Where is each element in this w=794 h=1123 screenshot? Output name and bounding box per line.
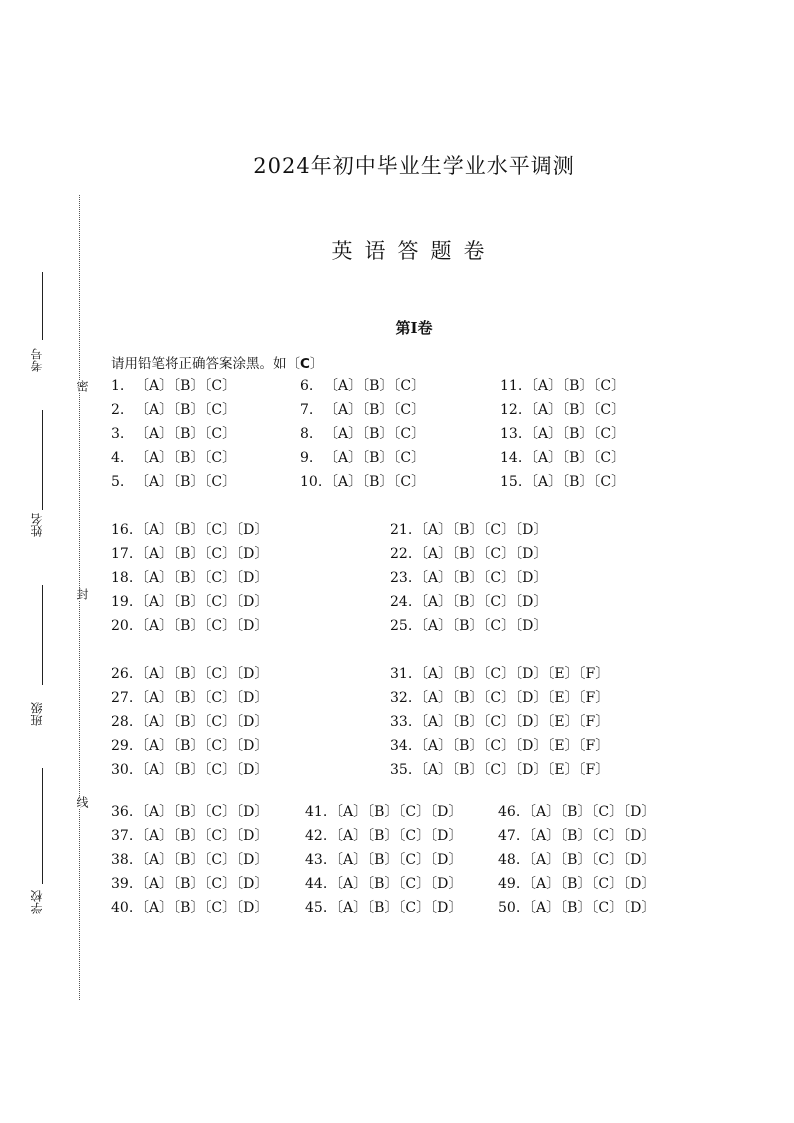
answer-options[interactable]: 〔A〕〔B〕〔C〕〔D〕 [135, 570, 269, 586]
question-row [300, 398, 425, 422]
answer-options[interactable]: 〔A〕〔B〕〔C〕〔D〕 [522, 828, 656, 844]
question-number: 30. [111, 762, 134, 778]
answer-options[interactable]: 〔A〕〔B〕〔C〕〔D〕 [135, 690, 269, 706]
answer-options[interactable]: 〔A〕〔B〕〔C〕〔D〕 [135, 852, 269, 868]
answer-options[interactable]: 〔A〕〔B〕〔C〕 [524, 378, 626, 394]
question-row [111, 566, 268, 590]
col-2-1 [111, 518, 268, 638]
answer-options[interactable]: 〔A〕〔B〕〔C〕〔D〕 [329, 900, 463, 916]
answer-options[interactable]: 〔A〕〔B〕〔C〕〔D〕 [135, 762, 269, 778]
answer-options[interactable]: 〔A〕〔B〕〔C〕〔D〕 [522, 852, 656, 868]
question-row [498, 848, 655, 872]
filled-example: C [300, 356, 310, 372]
question-number: 15. [500, 474, 523, 490]
question-number: 1. [111, 378, 125, 394]
col-1-1 [111, 374, 236, 494]
answer-options[interactable]: 〔A〕〔B〕〔C〕〔D〕 [414, 570, 548, 586]
question-number: 4. [111, 450, 125, 466]
question-row [111, 800, 268, 824]
question-row [498, 896, 655, 920]
answer-options[interactable]: 〔A〕〔B〕〔C〕〔D〕 [329, 852, 463, 868]
answer-options[interactable]: 〔A〕〔B〕〔C〕〔D〕〔E〕〔F〕 [414, 690, 610, 706]
question-row [111, 848, 268, 872]
question-row [111, 590, 268, 614]
question-row [390, 662, 609, 686]
answer-options[interactable]: 〔A〕〔B〕〔C〕 [135, 402, 237, 418]
col-4-1 [111, 800, 268, 920]
question-number: 3. [111, 426, 125, 442]
answer-options[interactable]: 〔A〕〔B〕〔C〕〔D〕 [522, 876, 656, 892]
answer-options[interactable]: 〔A〕〔B〕〔C〕 [524, 450, 626, 466]
question-row [111, 710, 268, 734]
col-3-1 [111, 662, 268, 782]
question-row [111, 824, 268, 848]
answer-sheet-subtitle: 英语答题卷 [331, 239, 497, 263]
question-row [111, 518, 268, 542]
answer-options[interactable]: 〔A〕〔B〕〔C〕 [324, 378, 426, 394]
question-number: 37. [111, 828, 134, 844]
question-row [390, 710, 609, 734]
question-row [498, 824, 655, 848]
instruction-text: 请用铅笔将正确答案涂黑。如〔 [111, 356, 300, 372]
question-number: 17. [111, 546, 134, 562]
question-number: 13. [500, 426, 523, 442]
question-number: 7. [300, 402, 314, 418]
question-row [305, 848, 462, 872]
answer-options[interactable]: 〔A〕〔B〕〔C〕〔D〕 [329, 804, 463, 820]
exam-title: 2024年初中毕业生学业水平调测 [253, 154, 575, 178]
question-number: 26. [111, 666, 134, 682]
question-number: 8. [300, 426, 314, 442]
answer-options[interactable]: 〔A〕〔B〕〔C〕〔D〕〔E〕〔F〕 [414, 666, 610, 682]
question-number: 28. [111, 714, 134, 730]
question-row [111, 614, 268, 638]
question-number: 24. [390, 594, 413, 610]
question-number: 18. [111, 570, 134, 586]
answer-options[interactable]: 〔A〕〔B〕〔C〕〔D〕 [135, 876, 269, 892]
seal-mark-2: 封 [75, 588, 89, 600]
question-row [111, 374, 236, 398]
answer-options[interactable]: 〔A〕〔B〕〔C〕 [135, 378, 237, 394]
question-number: 27. [111, 690, 134, 706]
question-number: 42. [305, 828, 328, 844]
question-number: 16. [111, 522, 134, 538]
answer-options[interactable]: 〔A〕〔B〕〔C〕〔D〕〔E〕〔F〕 [414, 714, 610, 730]
question-row [111, 446, 236, 470]
question-row [390, 566, 547, 590]
answer-options[interactable]: 〔A〕〔B〕〔C〕 [324, 474, 426, 490]
col-4-2 [305, 800, 462, 920]
question-number: 21. [390, 522, 413, 538]
question-number: 35. [390, 762, 413, 778]
answer-options[interactable]: 〔A〕〔B〕〔C〕 [135, 474, 237, 490]
answer-options[interactable]: 〔A〕〔B〕〔C〕〔D〕 [414, 594, 548, 610]
name-line [42, 410, 43, 510]
answer-options[interactable]: 〔A〕〔B〕〔C〕〔D〕〔E〕〔F〕 [414, 738, 610, 754]
question-number: 12. [500, 402, 523, 418]
question-row [111, 734, 268, 758]
answer-options[interactable]: 〔A〕〔B〕〔C〕〔D〕 [135, 522, 269, 538]
answer-options[interactable]: 〔A〕〔B〕〔C〕 [135, 426, 237, 442]
question-number: 5. [111, 474, 125, 490]
question-row [305, 824, 462, 848]
answer-options[interactable]: 〔A〕〔B〕〔C〕 [324, 402, 426, 418]
class-line [42, 585, 43, 685]
question-row [390, 518, 547, 542]
question-row [500, 446, 625, 470]
instruction-end: 〕 [309, 356, 324, 372]
question-number: 41. [305, 804, 328, 820]
question-number: 38. [111, 852, 134, 868]
seal-mark-3: 线 [75, 796, 89, 808]
question-row [300, 422, 425, 446]
question-number: 47. [498, 828, 521, 844]
col-1-2 [300, 374, 425, 494]
question-number: 48. [498, 852, 521, 868]
answer-options[interactable]: 〔A〕〔B〕〔C〕〔D〕 [329, 876, 463, 892]
answer-options[interactable]: 〔A〕〔B〕〔C〕〔D〕 [135, 618, 269, 634]
instruction [111, 352, 323, 372]
question-number: 33. [390, 714, 413, 730]
name-label: 姓名 [30, 513, 44, 537]
school-label: 学校 [30, 890, 44, 914]
question-row [111, 422, 236, 446]
answer-options[interactable]: 〔A〕〔B〕〔C〕 [324, 450, 426, 466]
answer-options[interactable]: 〔A〕〔B〕〔C〕 [135, 450, 237, 466]
answer-options[interactable]: 〔A〕〔B〕〔C〕〔D〕 [135, 738, 269, 754]
question-number: 22. [390, 546, 413, 562]
question-row [111, 542, 268, 566]
col-4-3 [498, 800, 655, 920]
question-row [111, 662, 268, 686]
question-number: 36. [111, 804, 134, 820]
exam-no-label: 考号 [30, 348, 44, 372]
question-number: 19. [111, 594, 134, 610]
seal-mark-1: 密 [75, 380, 89, 392]
question-number: 2. [111, 402, 125, 418]
question-row [500, 374, 625, 398]
answer-options[interactable]: 〔A〕〔B〕〔C〕〔D〕 [414, 546, 548, 562]
answer-options[interactable]: 〔A〕〔B〕〔C〕〔D〕 [329, 828, 463, 844]
answer-options[interactable]: 〔A〕〔B〕〔C〕〔D〕 [522, 804, 656, 820]
question-number: 31. [390, 666, 413, 682]
question-number: 9. [300, 450, 314, 466]
answer-options[interactable]: 〔A〕〔B〕〔C〕〔D〕 [135, 828, 269, 844]
exam-no-line [42, 272, 43, 340]
question-row [111, 872, 268, 896]
question-number: 23. [390, 570, 413, 586]
answer-options[interactable]: 〔A〕〔B〕〔C〕〔D〕 [135, 804, 269, 820]
question-row [111, 470, 236, 494]
question-number: 40. [111, 900, 134, 916]
question-number: 46. [498, 804, 521, 820]
answer-options[interactable]: 〔A〕〔B〕〔C〕〔D〕 [414, 522, 548, 538]
question-row [300, 374, 425, 398]
answer-options[interactable]: 〔A〕〔B〕〔C〕〔D〕〔E〕〔F〕 [414, 762, 610, 778]
question-row [305, 896, 462, 920]
question-number: 14. [500, 450, 523, 466]
question-number: 25. [390, 618, 413, 634]
answer-options[interactable]: 〔A〕〔B〕〔C〕 [324, 426, 426, 442]
answer-options[interactable]: 〔A〕〔B〕〔C〕 [524, 426, 626, 442]
question-row [111, 398, 236, 422]
question-row [390, 734, 609, 758]
question-number: 34. [390, 738, 413, 754]
question-row [111, 758, 268, 782]
answer-options[interactable]: 〔A〕〔B〕〔C〕〔D〕 [135, 714, 269, 730]
question-number: 10. [300, 474, 323, 490]
question-number: 49. [498, 876, 521, 892]
answer-options[interactable]: 〔A〕〔B〕〔C〕 [524, 474, 626, 490]
question-row [498, 800, 655, 824]
question-row [390, 542, 547, 566]
question-number: 11. [500, 378, 523, 394]
question-number: 6. [300, 378, 314, 394]
part-heading: 第I卷 [395, 319, 433, 337]
col-2-2 [390, 518, 547, 638]
question-row [390, 686, 609, 710]
question-row [500, 398, 625, 422]
question-row [305, 872, 462, 896]
question-row [305, 800, 462, 824]
question-row [300, 470, 425, 494]
question-row [390, 758, 609, 782]
answer-options[interactable]: 〔A〕〔B〕〔C〕〔D〕 [135, 594, 269, 610]
question-number: 44. [305, 876, 328, 892]
question-row [500, 470, 625, 494]
question-row [390, 590, 547, 614]
question-number: 45. [305, 900, 328, 916]
col-3-2 [390, 662, 609, 782]
class-label: 班级 [30, 702, 44, 726]
question-number: 29. [111, 738, 134, 754]
question-number: 39. [111, 876, 134, 892]
answer-options[interactable]: 〔A〕〔B〕〔C〕〔D〕 [135, 900, 269, 916]
question-number: 20. [111, 618, 134, 634]
question-row [500, 422, 625, 446]
col-1-3 [500, 374, 625, 494]
question-number: 43. [305, 852, 328, 868]
answer-options[interactable]: 〔A〕〔B〕〔C〕 [524, 402, 626, 418]
answer-options[interactable]: 〔A〕〔B〕〔C〕〔D〕 [135, 546, 269, 562]
question-number: 50. [498, 900, 521, 916]
answer-options[interactable]: 〔A〕〔B〕〔C〕〔D〕 [522, 900, 656, 916]
school-line [42, 768, 43, 884]
question-row [300, 446, 425, 470]
question-row [111, 896, 268, 920]
question-number: 32. [390, 690, 413, 706]
question-row [111, 686, 268, 710]
answer-options[interactable]: 〔A〕〔B〕〔C〕〔D〕 [414, 618, 548, 634]
question-row [390, 614, 547, 638]
answer-options[interactable]: 〔A〕〔B〕〔C〕〔D〕 [135, 666, 269, 682]
question-row [498, 872, 655, 896]
